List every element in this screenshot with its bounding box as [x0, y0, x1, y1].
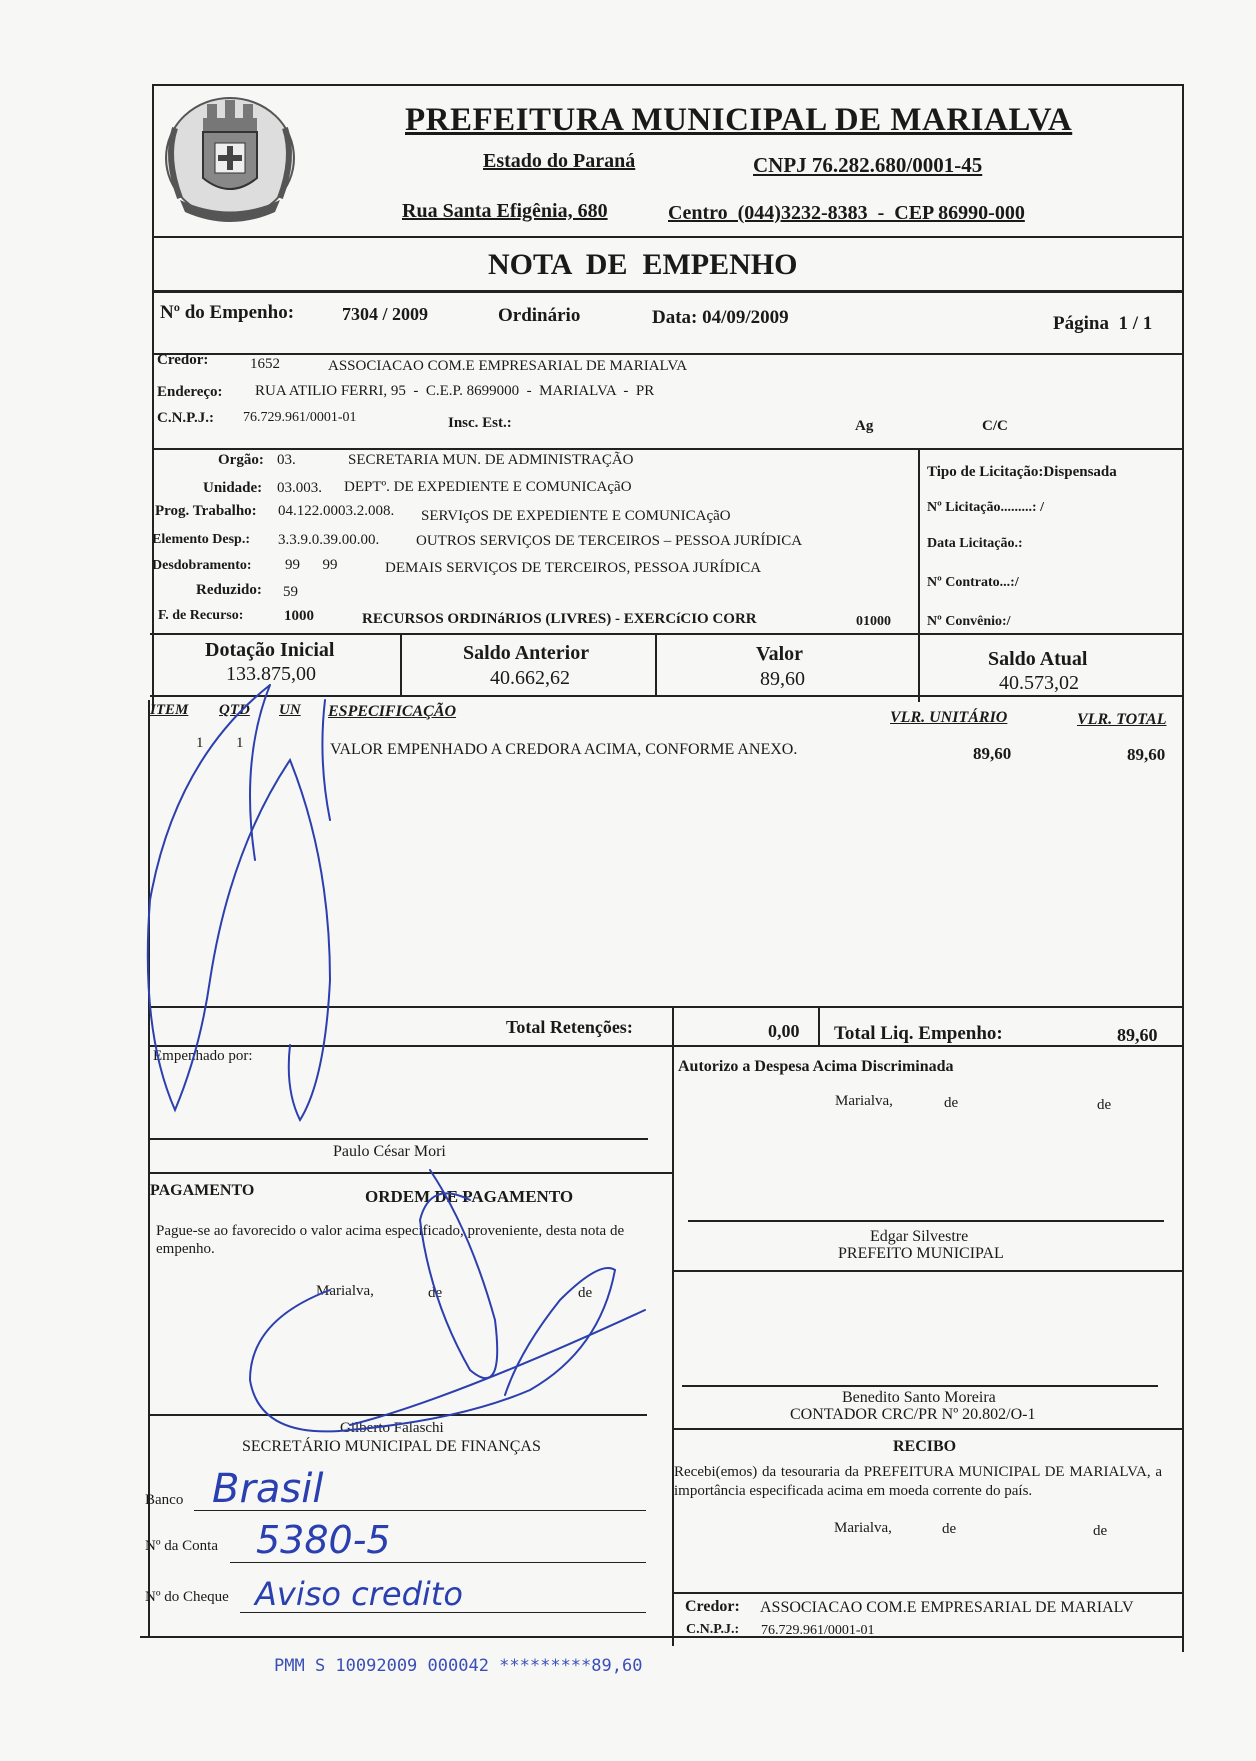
rule-header — [152, 236, 1184, 238]
recibo-cnpj: 76.729.961/0001-01 — [761, 1623, 875, 1638]
orgao-desc: SECRETARIA MUN. DE ADMINISTRAÇÃO — [348, 452, 634, 468]
prefeito-name: Edgar Silvestre — [870, 1228, 969, 1245]
recurso-desc: RECURSOS ORDINáRIOS (LIVRES) - EXERCíCIO CORR — [362, 611, 757, 627]
unidade-code: 03.003. — [277, 480, 322, 496]
empenho-date: Data: 04/09/2009 — [652, 307, 789, 328]
recibo-credor-name: ASSOCIACAO COM.E EMPRESARIAL DE MARIALV — [760, 1599, 1134, 1616]
credor-cnpj: 76.729.961/0001-01 — [243, 410, 357, 425]
machine-stamp: PMM S 10092009 000042 *********89,60 — [274, 1656, 643, 1676]
elemento-code: 3.3.9.0.39.00.00. — [278, 532, 380, 548]
recibo-cnpj-label: C.N.P.J.: — [686, 1622, 740, 1637]
row-total: 89,60 — [1127, 745, 1166, 764]
frame-top — [152, 84, 1184, 86]
empenhado-por-name: Paulo César Mori — [333, 1143, 446, 1160]
orgao-label: Orgão: — [218, 452, 264, 468]
saldo-anterior-label: Saldo Anterior — [463, 642, 590, 664]
contador-name: Benedito Santo Moreira — [842, 1389, 996, 1406]
valor-label: Valor — [756, 643, 804, 665]
empenho-number: 7304 / 2009 — [342, 304, 429, 324]
conta-label: Nº da Conta — [145, 1538, 218, 1554]
prefeitura-title: PREFEITURA MUNICIPAL DE MARIALVA — [405, 102, 1073, 138]
elemento-label: Elemento Desp.: — [152, 532, 250, 547]
unidade-label: Unidade: — [203, 480, 263, 496]
desdobramento-desc: DEMAIS SERVIÇOS DE TERCEIROS, PESSOA JURÍDICA — [385, 560, 762, 576]
rule-totais-mid — [818, 1006, 820, 1046]
recibo-city: Marialva, — [834, 1520, 892, 1536]
contrato-number: Nº Contrato...:/ — [927, 575, 1019, 590]
rule-contador-top — [672, 1270, 1184, 1272]
credor-code: 1652 — [250, 356, 280, 372]
recurso-label: F. de Recurso: — [158, 608, 244, 623]
rule-empenho — [152, 353, 1184, 355]
convenio-number: Nº Convênio:/ — [927, 614, 1011, 629]
col-vlr-total: VLR. TOTAL — [1077, 711, 1167, 728]
autorizo-label: Autorizo a Despesa Acima Discriminada — [678, 1058, 954, 1075]
ag-label: Ag — [855, 418, 874, 434]
document-title: NOTA DE EMPENHO — [488, 248, 798, 281]
recurso-number: 01000 — [856, 614, 891, 629]
dotacao-value: 133.875,00 — [226, 663, 316, 685]
cheque-label: Nº do Cheque — [145, 1589, 229, 1605]
recibo-title: RECIBO — [893, 1438, 957, 1455]
autorizo-de-2: de — [1097, 1097, 1112, 1113]
col-item: ITEM — [150, 702, 189, 718]
recurso-code: 1000 — [284, 608, 314, 624]
credor-name: ASSOCIACAO COM.E EMPRESARIAL DE MARIALVA — [328, 358, 688, 374]
cnpj-label: C.N.P.J.: — [157, 410, 214, 426]
prefeito-sign-line — [688, 1220, 1164, 1222]
row-desc: VALOR EMPENHADO A CREDORA ACIMA, CONFORME ANEXO. — [330, 741, 798, 758]
saldo-atual-value: 40.573,02 — [999, 672, 1079, 694]
prog-desc: SERVIçOS DE EXPEDIENTE E COMUNICAçãO — [421, 508, 731, 524]
rule-credor-recibo — [672, 1592, 1184, 1594]
cheque-handwritten[interactable]: Aviso credito — [255, 1575, 463, 1613]
licitacao-date: Data Licitação.: — [927, 536, 1023, 551]
row-qtd: 1 — [236, 735, 244, 751]
coat-of-arms-logo — [155, 88, 305, 232]
saldo-anterior-value: 40.662,62 — [490, 667, 570, 689]
licitacao-number: Nº Licitação.........: / — [927, 500, 1044, 515]
reduzido-value: 59 — [283, 584, 298, 600]
conta-line — [230, 1562, 646, 1563]
desdobramento-label: Desdobramento: — [152, 558, 252, 573]
reduzido-label: Reduzido: — [196, 582, 262, 598]
rule-saldos-2 — [655, 633, 657, 695]
empenhado-sign-line — [150, 1138, 648, 1140]
col-qtd: QTD — [219, 702, 250, 718]
empenho-type: Ordinário — [498, 305, 581, 326]
retencoes-label: Total Retenções: — [506, 1017, 633, 1037]
pagamento-city: Marialva, — [316, 1283, 374, 1299]
pagamento-label: PAGAMENTO — [150, 1182, 255, 1199]
pagamento-de-1: de — [428, 1285, 443, 1301]
secretario-name: Gilberto Falaschi — [340, 1420, 444, 1436]
header-phone-cep: Centro (044)3232-8383 - CEP 86990-000 — [668, 202, 1025, 224]
rule-saldos-bottom — [150, 695, 1184, 697]
rule-title — [152, 290, 1184, 293]
endereco-label: Endereço: — [157, 384, 223, 400]
secretario-title: SECRETÁRIO MUNICIPAL DE FINANÇAS — [242, 1438, 541, 1455]
conta-handwritten[interactable]: 5380-5 — [256, 1518, 391, 1562]
elemento-desc: OUTROS SERVIÇOS DE TERCEIROS – PESSOA JURÍDICA — [416, 533, 803, 549]
banco-handwritten[interactable]: Brasil — [212, 1466, 324, 1512]
liq-empenho-label: Total Liq. Empenho: — [834, 1023, 1003, 1044]
frame-left — [152, 84, 154, 709]
autorizo-de-1: de — [944, 1095, 959, 1111]
saldo-atual-label: Saldo Atual — [988, 648, 1088, 670]
cc-label: C/C — [982, 418, 1008, 434]
insc-est-label: Insc. Est.: — [448, 415, 512, 431]
liq-empenho-value: 89,60 — [1117, 1025, 1158, 1045]
rule-pagamento — [150, 1172, 672, 1174]
prog-label: Prog. Trabalho: — [155, 503, 257, 519]
estado-label: Estado do Paraná — [483, 150, 636, 172]
secretario-sign-line — [150, 1414, 647, 1416]
rule-recibo-top — [672, 1428, 1184, 1430]
desdobramento-code: 99 99 — [285, 557, 338, 573]
empenho-number-label: Nº do Empenho: — [160, 302, 295, 323]
ordem-pagamento-label: ORDEM DE PAGAMENTO — [365, 1187, 574, 1206]
orgao-code: 03. — [277, 452, 296, 468]
rule-saldos-1 — [400, 633, 402, 695]
valor-value: 89,60 — [760, 668, 805, 690]
recibo-de-2: de — [1093, 1523, 1108, 1539]
dotacao-label: Dotação Inicial — [205, 639, 335, 661]
recibo-de-1: de — [942, 1521, 957, 1537]
page-number: Página 1 / 1 — [1053, 313, 1153, 334]
unidade-desc: DEPTº. DE EXPEDIENTE E COMUNICAçãO — [344, 479, 632, 495]
frame-right — [1182, 84, 1184, 1652]
header-cnpj: CNPJ 76.282.680/0001-45 — [753, 153, 983, 177]
rule-saldos-top — [150, 633, 1184, 635]
rule-credor — [152, 448, 1184, 450]
header-street: Rua Santa Efigênia, 680 — [402, 200, 608, 222]
retencoes-value: 0,00 — [768, 1021, 800, 1041]
row-unit: 89,60 — [973, 744, 1012, 763]
autorizo-city: Marialva, — [835, 1093, 893, 1109]
contador-sign-line — [682, 1385, 1158, 1387]
empenhado-por-label: Empenhado por: — [153, 1048, 253, 1064]
licitacao-type-text: Tipo de Licitação:Dispensada — [927, 464, 1117, 480]
col-especificacao: ESPECIFICAÇÃO — [328, 703, 457, 720]
pagamento-text: Pague-se ao favorecido o valor acima especificado, proveniente, desta nota de empenho. — [156, 1223, 625, 1257]
pagamento-de-2: de — [578, 1285, 593, 1301]
rule-center — [672, 1006, 674, 1646]
frame-bottom — [140, 1636, 1184, 1638]
credor-label: Credor: — [157, 352, 209, 368]
prefeito-title: PREFEITO MUNICIPAL — [838, 1245, 1004, 1262]
credor-address: RUA ATILIO FERRI, 95 - C.E.P. 8699000 - MARIALVA - PR — [255, 383, 655, 399]
recibo-credor-label: Credor: — [685, 1598, 740, 1615]
prog-code: 04.122.0003.2.008. — [278, 503, 395, 519]
rule-totais-top — [150, 1006, 1184, 1008]
banco-label: Banco — [145, 1492, 184, 1508]
rule-totais-bottom — [150, 1045, 1184, 1047]
rule-licit-left — [918, 448, 920, 702]
col-un: UN — [279, 702, 301, 718]
contador-title: CONTADOR CRC/PR Nº 20.802/O-1 — [790, 1406, 1036, 1423]
recibo-text: Recebi(emos) da tesouraria da PREFEITURA MUNICIPAL DE MARIALVA, a importância especificada acima em moeda corrente do país. — [674, 1464, 1162, 1499]
licitacao-type — [927, 464, 1117, 481]
col-vlr-unitario: VLR. UNITÁRIO — [890, 709, 1008, 726]
row-item: 1 — [196, 735, 204, 751]
